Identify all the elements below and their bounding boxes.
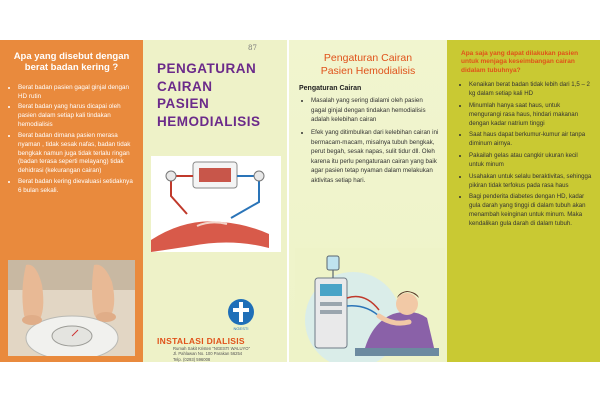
patient-dialysis-illustration	[295, 248, 445, 362]
dry-weight-heading: Apa yang disebut dengan berat badan kering ?	[13, 51, 130, 73]
institution-name: INSTALASI DIALISIS	[157, 336, 245, 346]
tips-question: Apa saja yang dapat dilakukan pasien untuk menjaga keseimbangan cairan didalam tubuhnya?	[461, 50, 579, 74]
fluid-management-list	[311, 96, 439, 185]
dialysis-arm-illustration	[151, 156, 281, 252]
list-item: • Berat badan pasien gagal ginjal dengan HD rutin	[18, 84, 137, 102]
feet-on-scale-photo	[8, 260, 135, 356]
list-item: • Saat haus dapat berkumur-kumur air tanpa diminum airnya.	[469, 131, 592, 149]
brochure-outer-sheet	[0, 0, 287, 405]
list-item: • Minumlah hanya saat haus, untuk mengurangi rasa haus, hindari makanan dengan kadar natrium tinggi	[469, 102, 592, 128]
cover-title-line: PASIEN	[157, 96, 210, 112]
cover-panel	[143, 40, 287, 362]
address-line: Jl. Pahlawan No. 100 Parakan 56254	[173, 351, 243, 357]
handwritten-note: 87	[248, 44, 257, 52]
cover-title-line: PENGATURAN	[157, 61, 257, 76]
logo-caption: NGESTI	[233, 326, 249, 331]
address-line: Rumah Sakit Kristen "NGESTI WALUYO"	[173, 346, 251, 351]
list-item: • Berat badan dimana pasien merasa nyaman , tidak sesak nafas, badan tidak bengkak namun juga tidak terlalu ringan (badan terasa seperti melayang) tidak dehidrasi (kekurangan cairan)	[18, 132, 137, 176]
fluid-subheading: Pengaturan Cairan	[299, 85, 362, 93]
fluid-management-panel	[289, 40, 447, 362]
list-item: • Usahakan untuk selalu beraktivitas, sehingga pikiran tidak terfokus pada rasa haus	[469, 173, 592, 191]
list-item: • Berat badan yang harus dicapai oleh pasien dalam setiap kali tindakan hemodialisis	[18, 103, 137, 129]
list-item: • Bagi penderita diabetes dengan HD, kadar gula darah yang tinggi di dalam tubuh akan menambah keinginan untuk minum. Maka kendalikan gula darah di dalam tubuh.	[469, 193, 592, 228]
inner-title-line: Pengaturan Cairan	[323, 52, 413, 64]
inner-title	[289, 52, 447, 77]
address-line: Telp. (0293) 596008	[173, 356, 211, 362]
dry-weight-panel	[0, 40, 143, 362]
institution-address	[173, 346, 250, 362]
list-item: • Berat badan kering dievaluasi setidaknya 6 bulan sekali.	[18, 178, 137, 196]
inner-title-line: Pasien Hemodialisis	[320, 64, 416, 77]
dry-weight-list	[18, 84, 137, 196]
list-item: • Kenaikan berat badan tidak lebih dari 1,5 – 2 kg dalam setiap kali HD	[469, 81, 592, 99]
cover-title	[157, 60, 287, 130]
cover-title-line: HEMODIALISIS	[157, 113, 261, 129]
list-item: • Efek yang ditimbulkan dari kelebihan cairan ini bermacam-macam, misalnya tubuh bengkak, perut begah, sesak napas, sulit tidur dll. Oleh karena itu perlu pengaturaan cairan yang baik agar pasien tetap nyaman dalam melakukan aktivitas setiap hari.	[311, 128, 439, 186]
list-item: • Masalah yang sering dialami oleh pasien gagal ginjal dengan tindakan hemodialisis adalah kelebihan cairan	[311, 96, 439, 125]
list-item: • Pakailah gelas atau cangkir ukuran kecil untuk minum	[469, 152, 592, 170]
cover-title-line: CAIRAN	[157, 78, 213, 94]
tips-panel	[447, 40, 600, 362]
hospital-logo	[227, 298, 255, 332]
tips-list	[469, 81, 592, 228]
